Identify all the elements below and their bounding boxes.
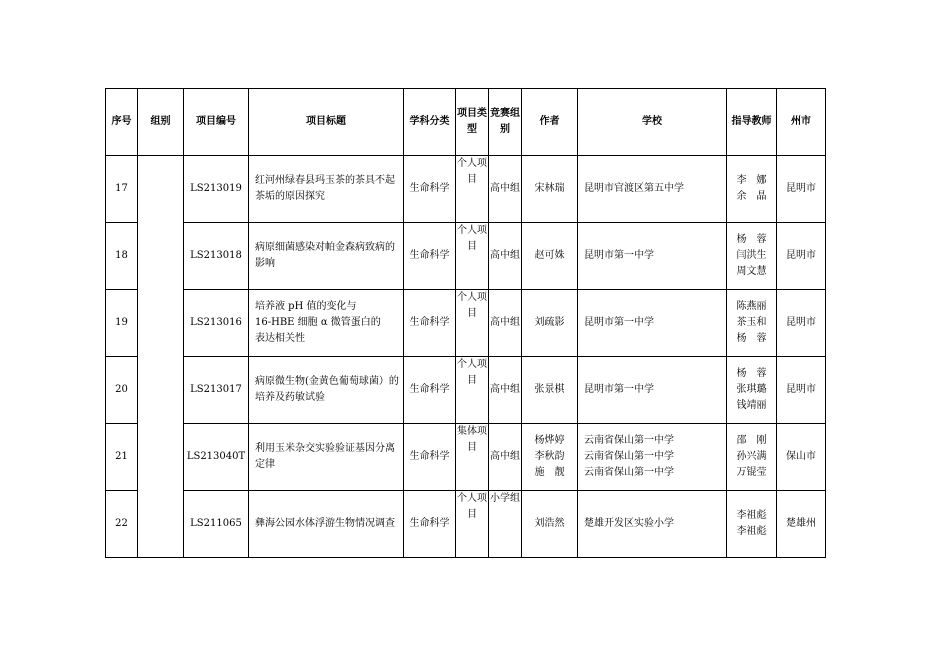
cell-school: 昆明市官渡区第五中学 (578, 156, 727, 223)
cell-advisor: 杨 蓉 闫洪生 周文慧 (727, 223, 777, 290)
cell-author: 杨烨婷 李秋韵 施 靓 (522, 424, 578, 491)
cell-school: 昆明市第一中学 (578, 223, 727, 290)
cell-seq: 20 (106, 357, 138, 424)
header-project-type: 项目类型 (456, 89, 489, 156)
cell-school: 昆明市第一中学 (578, 290, 727, 357)
header-discipline: 学科分类 (404, 89, 456, 156)
cell-seq: 22 (106, 491, 138, 558)
header-project-title: 项目标题 (249, 89, 404, 156)
cell-seq: 19 (106, 290, 138, 357)
cell-code: LS213016 (184, 290, 249, 357)
cell-discipline: 生命科学 (404, 357, 456, 424)
cell-school: 云南省保山第一中学 云南省保山第一中学 云南省保山第一中学 (578, 424, 727, 491)
header-project-code: 项目编号 (184, 89, 249, 156)
cell-type: 个人项目 (456, 357, 489, 424)
cell-code: LS213019 (184, 156, 249, 223)
cell-type: 个人项目 (456, 290, 489, 357)
table-row (106, 156, 826, 223)
cell-advisor: 陈燕丽 茶玉和 杨 蓉 (727, 290, 777, 357)
cell-author: 赵可姝 (522, 223, 578, 290)
header-row (106, 89, 826, 156)
cell-comp: 高中组 (489, 156, 522, 223)
cell-city: 昆明市 (777, 223, 826, 290)
cell-advisor: 李祖彪 李祖彪 (727, 491, 777, 558)
cell-discipline: 生命科学 (404, 491, 456, 558)
cell-title: 利用玉米杂交实验验证基因分离定律 (249, 424, 404, 491)
cell-comp: 高中组 (489, 424, 522, 491)
cell-city: 昆明市 (777, 290, 826, 357)
cell-discipline: 生命科学 (404, 424, 456, 491)
cell-school: 楚雄开发区实验小学 (578, 491, 727, 558)
header-city: 州市 (777, 89, 826, 156)
header-seq: 序号 (106, 89, 138, 156)
cell-code: LS211065 (184, 491, 249, 558)
project-table (105, 88, 826, 558)
cell-advisor: 邵 刚 孙兴满 万锟莹 (727, 424, 777, 491)
cell-advisor: 杨 蓉 张琪璐 钱靖丽 (727, 357, 777, 424)
cell-discipline: 生命科学 (404, 290, 456, 357)
header-competition-group: 竞赛组别 (489, 89, 522, 156)
table-row (106, 491, 826, 558)
cell-title: 病原细菌感染对帕金森病致病的影响 (249, 223, 404, 290)
cell-code: LS213017 (184, 357, 249, 424)
cell-city: 保山市 (777, 424, 826, 491)
cell-comp: 高中组 (489, 290, 522, 357)
cell-discipline: 生命科学 (404, 223, 456, 290)
cell-school: 昆明市第一中学 (578, 357, 727, 424)
cell-code: LS213040T (184, 424, 249, 491)
cell-seq: 18 (106, 223, 138, 290)
cell-title: 培养液 pH 值的变化与 16-HBE 细胞 α 微管蛋白的 表达相关性 (249, 290, 404, 357)
cell-comp: 高中组 (489, 357, 522, 424)
cell-comp: 小学组 (489, 491, 522, 558)
cell-advisor: 李 娜 余 晶 (727, 156, 777, 223)
cell-seq: 17 (106, 156, 138, 223)
header-group: 组别 (138, 89, 184, 156)
table-row (106, 357, 826, 424)
cell-comp: 高中组 (489, 223, 522, 290)
cell-city: 昆明市 (777, 156, 826, 223)
cell-author: 张景棋 (522, 357, 578, 424)
cell-seq: 21 (106, 424, 138, 491)
cell-code: LS213018 (184, 223, 249, 290)
cell-group (138, 156, 184, 558)
cell-type: 个人项目 (456, 156, 489, 223)
cell-title: 病原微生物(金黄色葡萄球菌）的培养及药敏试验 (249, 357, 404, 424)
cell-discipline: 生命科学 (404, 156, 456, 223)
header-author: 作者 (522, 89, 578, 156)
cell-title: 红河州绿春县玛玉茶的茶具不起茶垢的原因探究 (249, 156, 404, 223)
table-row (106, 290, 826, 357)
cell-title: 彝海公园水体浮游生物情况调查 (249, 491, 404, 558)
table-row (106, 223, 826, 290)
table-row (106, 424, 826, 491)
cell-type: 个人项目 (456, 491, 489, 558)
cell-type: 个人项目 (456, 223, 489, 290)
cell-type: 集体项目 (456, 424, 489, 491)
cell-city: 楚雄州 (777, 491, 826, 558)
cell-author: 宋林瑞 (522, 156, 578, 223)
cell-author: 刘浩然 (522, 491, 578, 558)
cell-author: 刘疏影 (522, 290, 578, 357)
header-advisor: 指导教师 (727, 89, 777, 156)
cell-city: 昆明市 (777, 357, 826, 424)
header-school: 学校 (578, 89, 727, 156)
